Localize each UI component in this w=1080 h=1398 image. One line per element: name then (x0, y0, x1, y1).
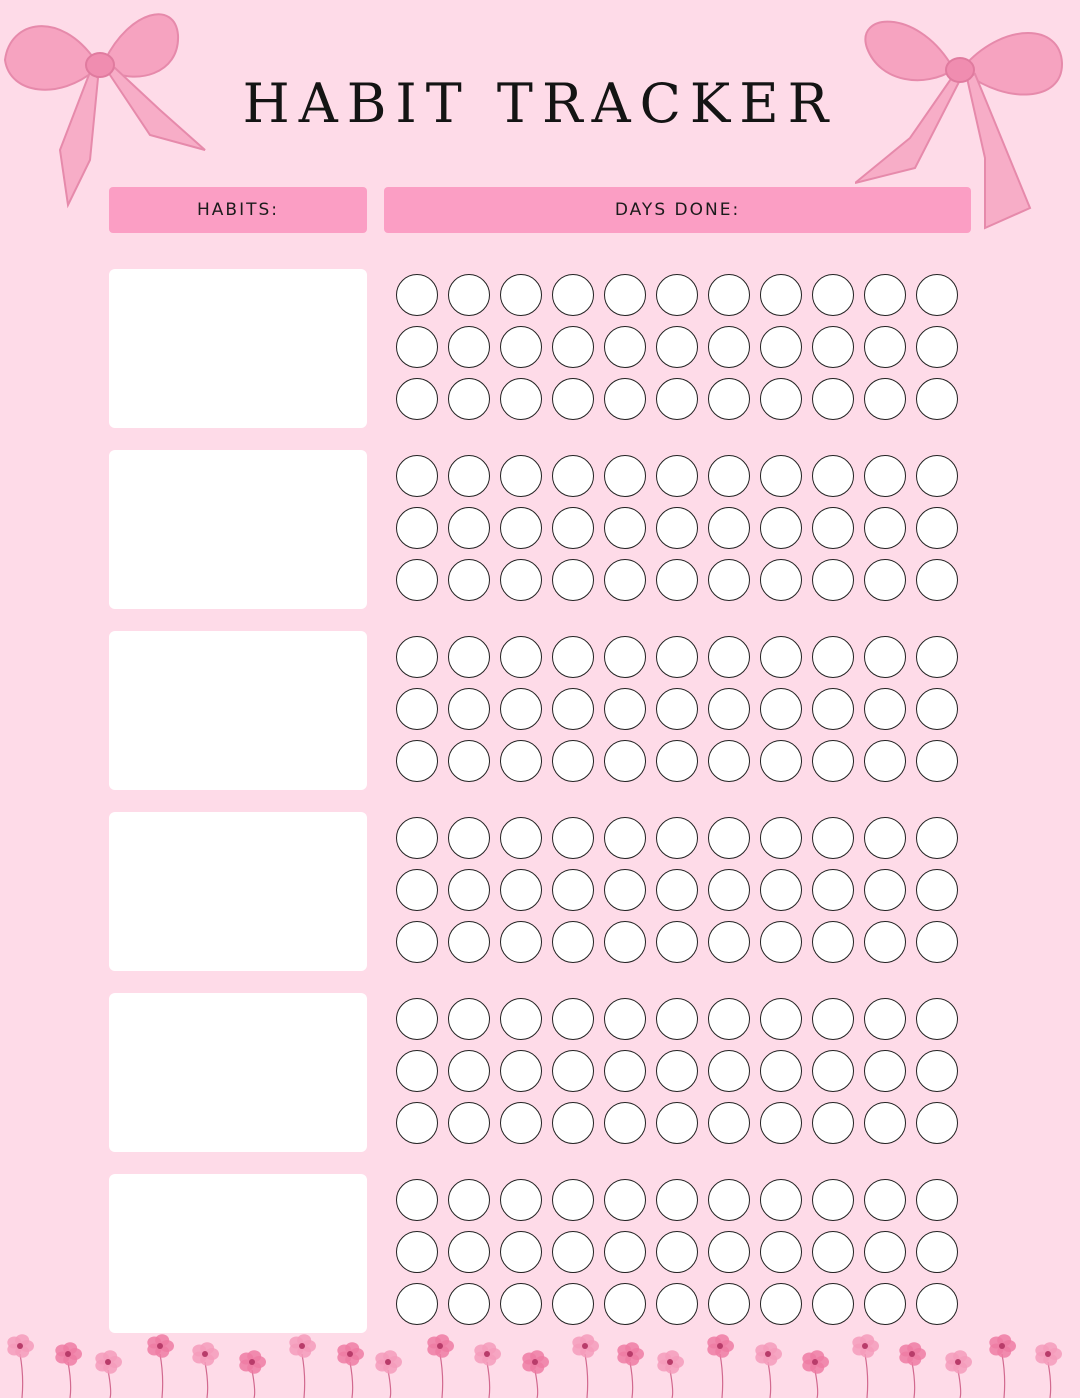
day-checkbox[interactable] (604, 1102, 646, 1144)
watercolor-flower-icon (239, 1350, 266, 1398)
day-checkbox[interactable] (448, 1102, 490, 1144)
day-checkbox[interactable] (708, 1179, 750, 1221)
day-checkbox[interactable] (604, 998, 646, 1040)
day-checkbox[interactable] (760, 1283, 802, 1325)
day-checkbox[interactable] (604, 1231, 646, 1273)
day-checkbox[interactable] (604, 1283, 646, 1325)
day-checkbox[interactable] (864, 1283, 906, 1325)
days-done-header (384, 187, 971, 233)
watercolor-flower-icon (427, 1334, 454, 1398)
day-checkbox[interactable] (708, 559, 750, 601)
day-checkbox[interactable] (812, 1102, 854, 1144)
day-checkbox[interactable] (812, 998, 854, 1040)
day-checkbox[interactable] (396, 688, 438, 730)
day-checkbox[interactable] (500, 817, 542, 859)
day-checkbox[interactable] (448, 559, 490, 601)
day-checkbox[interactable] (656, 688, 698, 730)
day-checkbox[interactable] (448, 817, 490, 859)
day-checkbox[interactable] (864, 1102, 906, 1144)
day-checkbox[interactable] (396, 869, 438, 911)
day-checkbox[interactable] (396, 921, 438, 963)
day-checkbox[interactable] (500, 740, 542, 782)
watercolor-flower-icon (337, 1342, 364, 1398)
day-checkbox[interactable] (916, 1179, 958, 1221)
day-checkbox[interactable] (396, 998, 438, 1040)
day-checkbox[interactable] (396, 378, 438, 420)
day-checkbox[interactable] (864, 1231, 906, 1273)
day-checkbox[interactable] (916, 740, 958, 782)
day-checkbox[interactable] (448, 869, 490, 911)
day-checkbox[interactable] (916, 507, 958, 549)
day-checkbox[interactable] (708, 274, 750, 316)
day-checkbox[interactable] (864, 817, 906, 859)
day-checkbox[interactable] (396, 1050, 438, 1092)
day-checkbox[interactable] (708, 378, 750, 420)
day-checkbox[interactable] (396, 1231, 438, 1273)
day-checkbox[interactable] (500, 455, 542, 497)
day-checkbox[interactable] (864, 688, 906, 730)
day-checkbox[interactable] (708, 740, 750, 782)
day-checkbox[interactable] (604, 507, 646, 549)
day-checkbox[interactable] (656, 921, 698, 963)
day-checkbox[interactable] (552, 326, 594, 368)
day-checkbox[interactable] (708, 636, 750, 678)
watercolor-flower-icon (802, 1350, 829, 1398)
day-checkbox[interactable] (500, 1102, 542, 1144)
day-checkbox[interactable] (396, 455, 438, 497)
day-checkbox[interactable] (396, 1179, 438, 1221)
day-checkbox[interactable] (448, 688, 490, 730)
day-checkbox[interactable] (864, 998, 906, 1040)
day-checkbox[interactable] (552, 1231, 594, 1273)
day-checkbox[interactable] (604, 740, 646, 782)
day-checkbox[interactable] (500, 1231, 542, 1273)
day-checkbox[interactable] (500, 869, 542, 911)
day-checkbox[interactable] (760, 1179, 802, 1221)
day-checkbox[interactable] (656, 1050, 698, 1092)
day-checkbox[interactable] (604, 817, 646, 859)
day-checkbox[interactable] (864, 921, 906, 963)
day-checkbox[interactable] (396, 559, 438, 601)
day-checkbox[interactable] (552, 1102, 594, 1144)
habit-name-box[interactable] (109, 1174, 367, 1333)
day-checkbox[interactable] (604, 378, 646, 420)
day-checkbox[interactable] (812, 1179, 854, 1221)
day-checkbox[interactable] (604, 688, 646, 730)
day-checkbox[interactable] (552, 1050, 594, 1092)
day-checkbox[interactable] (656, 1102, 698, 1144)
watercolor-flower-icon (95, 1350, 122, 1398)
day-checkbox[interactable] (448, 455, 490, 497)
day-checkbox[interactable] (500, 998, 542, 1040)
day-checkbox[interactable] (396, 326, 438, 368)
day-checkbox[interactable] (760, 921, 802, 963)
day-checkbox[interactable] (760, 869, 802, 911)
day-checkbox[interactable] (864, 869, 906, 911)
day-checkbox[interactable] (552, 817, 594, 859)
day-checkbox[interactable] (552, 378, 594, 420)
day-checkbox[interactable] (552, 274, 594, 316)
day-checkbox[interactable] (500, 274, 542, 316)
day-checkbox[interactable] (812, 274, 854, 316)
day-checkbox[interactable] (916, 274, 958, 316)
day-checkbox[interactable] (812, 869, 854, 911)
day-checkbox[interactable] (760, 998, 802, 1040)
day-checkbox[interactable] (656, 378, 698, 420)
day-checkbox[interactable] (864, 636, 906, 678)
day-checkbox[interactable] (656, 507, 698, 549)
day-checkbox[interactable] (760, 636, 802, 678)
day-checkbox[interactable] (448, 1231, 490, 1273)
day-checkbox[interactable] (448, 326, 490, 368)
day-checkbox[interactable] (552, 1179, 594, 1221)
habits-header (109, 187, 367, 233)
watercolor-flower-icon (899, 1342, 926, 1398)
day-checkbox[interactable] (552, 869, 594, 911)
day-checkbox[interactable] (448, 636, 490, 678)
watercolor-flower-icon (572, 1334, 599, 1398)
habit-name-box[interactable] (109, 269, 367, 428)
day-checkbox[interactable] (396, 274, 438, 316)
day-checkbox[interactable] (448, 274, 490, 316)
day-checkbox[interactable] (708, 455, 750, 497)
watercolor-flower-icon (707, 1334, 734, 1398)
day-checkbox[interactable] (864, 378, 906, 420)
day-checkbox[interactable] (760, 455, 802, 497)
day-checkbox[interactable] (552, 507, 594, 549)
day-checkbox[interactable] (500, 688, 542, 730)
day-checkbox[interactable] (656, 455, 698, 497)
day-checkbox[interactable] (812, 326, 854, 368)
day-checkbox[interactable] (708, 688, 750, 730)
day-checkbox[interactable] (760, 1102, 802, 1144)
day-checkbox[interactable] (552, 688, 594, 730)
day-checkbox[interactable] (604, 274, 646, 316)
day-checkbox[interactable] (656, 326, 698, 368)
day-checkbox[interactable] (760, 817, 802, 859)
day-checkbox[interactable] (916, 998, 958, 1040)
day-checkbox[interactable] (656, 740, 698, 782)
day-checkbox[interactable] (396, 1283, 438, 1325)
day-checkbox[interactable] (760, 378, 802, 420)
day-checkbox[interactable] (604, 869, 646, 911)
watercolor-flower-icon (989, 1334, 1016, 1398)
day-checkbox[interactable] (552, 636, 594, 678)
day-checkbox[interactable] (500, 636, 542, 678)
day-checkbox[interactable] (812, 1050, 854, 1092)
day-checkbox[interactable] (864, 1050, 906, 1092)
day-checkbox[interactable] (552, 921, 594, 963)
habit-name-box[interactable] (109, 450, 367, 609)
day-checkbox[interactable] (500, 1179, 542, 1221)
day-checkbox[interactable] (708, 921, 750, 963)
day-checkbox[interactable] (760, 1231, 802, 1273)
day-checkbox[interactable] (448, 921, 490, 963)
day-checkbox[interactable] (396, 636, 438, 678)
watercolor-flower-icon (852, 1334, 879, 1398)
day-checkbox[interactable] (916, 378, 958, 420)
day-checkbox[interactable] (760, 1050, 802, 1092)
day-checkbox[interactable] (812, 921, 854, 963)
day-checkbox[interactable] (448, 1050, 490, 1092)
day-checkbox[interactable] (760, 326, 802, 368)
day-checkbox[interactable] (916, 1102, 958, 1144)
day-checkbox[interactable] (552, 559, 594, 601)
watercolor-flower-icon (617, 1342, 644, 1398)
day-checkbox[interactable] (916, 636, 958, 678)
day-checkbox[interactable] (916, 817, 958, 859)
day-checkbox[interactable] (656, 869, 698, 911)
day-checkbox[interactable] (812, 1231, 854, 1273)
watercolor-flower-icon (522, 1350, 549, 1398)
day-checkbox[interactable] (916, 455, 958, 497)
days-done-header-label: DAYS DONE: (614, 200, 741, 220)
day-checkbox[interactable] (708, 1231, 750, 1273)
day-checkbox[interactable] (812, 688, 854, 730)
habit-name-box[interactable] (109, 631, 367, 790)
day-checkbox[interactable] (656, 998, 698, 1040)
day-checkbox[interactable] (604, 326, 646, 368)
day-checkbox[interactable] (708, 998, 750, 1040)
watercolor-flower-icon (657, 1350, 684, 1398)
day-checkbox[interactable] (708, 869, 750, 911)
day-checkbox[interactable] (812, 817, 854, 859)
day-checkbox[interactable] (500, 378, 542, 420)
day-checkbox[interactable] (812, 559, 854, 601)
day-checkbox[interactable] (812, 636, 854, 678)
day-checkbox[interactable] (500, 921, 542, 963)
day-checkbox[interactable] (708, 1102, 750, 1144)
day-checkbox[interactable] (396, 1102, 438, 1144)
day-checkbox[interactable] (656, 274, 698, 316)
habits-header-label: HABITS: (197, 200, 279, 220)
watercolor-flower-icon (474, 1342, 501, 1398)
watercolor-flower-icon (289, 1334, 316, 1398)
watercolor-flower-icon (55, 1342, 82, 1398)
habit-name-box[interactable] (109, 993, 367, 1152)
day-checkbox[interactable] (500, 1283, 542, 1325)
watercolor-flower-icon (7, 1334, 34, 1398)
day-checkbox[interactable] (812, 740, 854, 782)
day-checkbox[interactable] (916, 921, 958, 963)
day-checkbox[interactable] (448, 378, 490, 420)
day-checkbox[interactable] (656, 636, 698, 678)
day-checkbox[interactable] (760, 740, 802, 782)
watercolor-flower-icon (192, 1342, 219, 1398)
day-checkbox[interactable] (604, 921, 646, 963)
day-checkbox[interactable] (552, 1283, 594, 1325)
day-checkbox[interactable] (656, 1283, 698, 1325)
day-checkbox[interactable] (604, 636, 646, 678)
day-checkbox[interactable] (708, 817, 750, 859)
day-checkbox[interactable] (916, 1050, 958, 1092)
day-checkbox[interactable] (916, 1231, 958, 1273)
day-checkbox[interactable] (656, 1179, 698, 1221)
day-checkbox[interactable] (500, 326, 542, 368)
watercolor-flower-icon (945, 1350, 972, 1398)
flower-border (0, 1328, 1080, 1398)
day-checkbox[interactable] (760, 559, 802, 601)
day-checkbox[interactable] (500, 1050, 542, 1092)
day-checkbox[interactable] (396, 817, 438, 859)
day-checkbox[interactable] (760, 274, 802, 316)
day-checkbox[interactable] (916, 1283, 958, 1325)
watercolor-flower-icon (1035, 1342, 1062, 1398)
day-checkbox[interactable] (448, 998, 490, 1040)
day-checkbox[interactable] (656, 817, 698, 859)
day-checkbox[interactable] (812, 378, 854, 420)
day-checkbox[interactable] (916, 688, 958, 730)
day-checkbox[interactable] (448, 1283, 490, 1325)
day-checkbox[interactable] (864, 326, 906, 368)
day-checkbox[interactable] (552, 455, 594, 497)
day-checkbox[interactable] (708, 507, 750, 549)
day-checkbox[interactable] (604, 559, 646, 601)
day-checkbox[interactable] (604, 1050, 646, 1092)
day-checkbox[interactable] (500, 559, 542, 601)
day-checkbox[interactable] (656, 1231, 698, 1273)
day-checkbox[interactable] (812, 507, 854, 549)
day-checkbox[interactable] (864, 559, 906, 601)
day-checkbox[interactable] (396, 740, 438, 782)
day-checkbox[interactable] (916, 869, 958, 911)
day-checkbox[interactable] (708, 1283, 750, 1325)
day-checkbox[interactable] (760, 507, 802, 549)
watercolor-flower-icon (147, 1334, 174, 1398)
day-checkbox[interactable] (604, 1179, 646, 1221)
watercolor-flower-icon (375, 1350, 402, 1398)
day-checkbox[interactable] (500, 507, 542, 549)
page-title: HABIT TRACKER (242, 72, 838, 135)
day-checkbox[interactable] (812, 1283, 854, 1325)
day-checkbox[interactable] (812, 455, 854, 497)
day-checkbox[interactable] (448, 507, 490, 549)
day-checkbox[interactable] (864, 274, 906, 316)
day-checkbox[interactable] (864, 1179, 906, 1221)
habit-name-box[interactable] (109, 812, 367, 971)
day-checkbox[interactable] (760, 688, 802, 730)
day-checkbox[interactable] (916, 559, 958, 601)
day-checkbox[interactable] (708, 326, 750, 368)
day-checkbox[interactable] (864, 740, 906, 782)
day-checkbox[interactable] (864, 455, 906, 497)
day-checkbox[interactable] (552, 740, 594, 782)
day-checkbox[interactable] (604, 455, 646, 497)
day-checkbox[interactable] (708, 1050, 750, 1092)
watercolor-flower-icon (755, 1342, 782, 1398)
day-checkbox[interactable] (552, 998, 594, 1040)
day-checkbox[interactable] (396, 507, 438, 549)
day-checkbox[interactable] (916, 326, 958, 368)
day-checkbox[interactable] (448, 1179, 490, 1221)
day-checkbox[interactable] (448, 740, 490, 782)
day-checkbox[interactable] (656, 559, 698, 601)
day-checkbox[interactable] (864, 507, 906, 549)
